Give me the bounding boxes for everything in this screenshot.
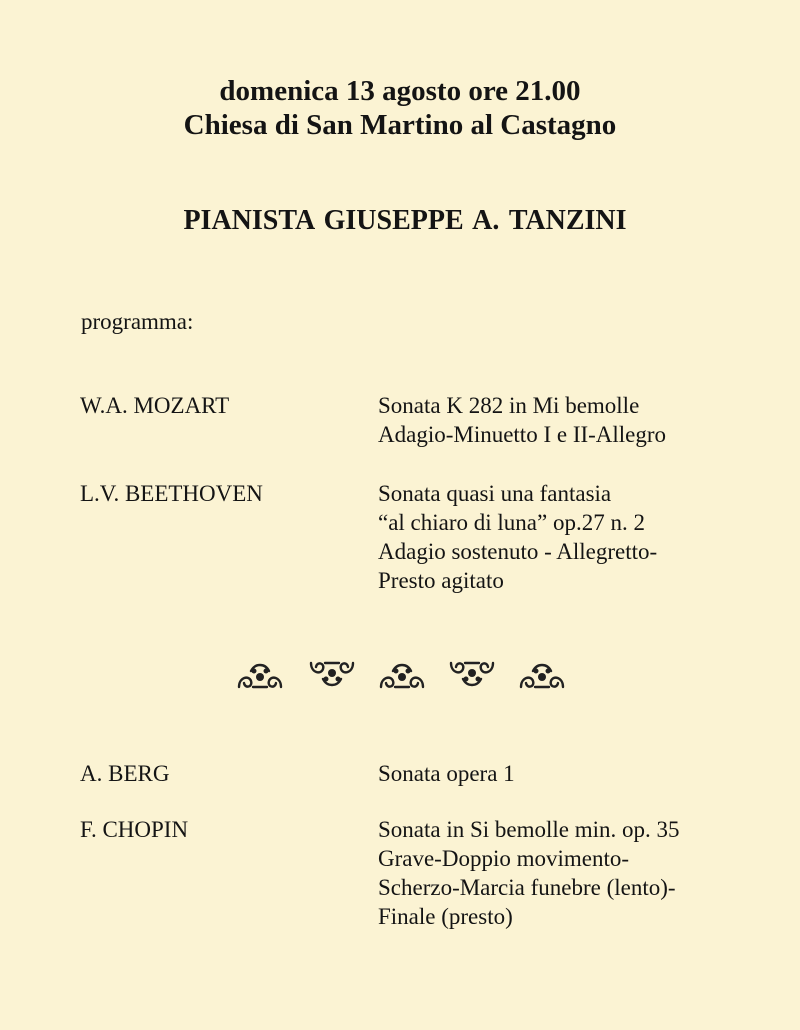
ornament-inverted-icon <box>307 657 357 693</box>
composer-name: F. CHOPIN <box>80 817 189 842</box>
ornament-divider <box>235 657 575 697</box>
work-line: Sonata opera 1 <box>378 761 515 786</box>
work-line: Presto agitato <box>378 568 504 593</box>
work-line: Sonata in Si bemolle min. op. 35 <box>378 817 680 842</box>
work-line: Scherzo-Marcia funebre (lento)- <box>378 875 676 900</box>
ornament-inverted-icon <box>447 657 497 693</box>
composer-name: A. BERG <box>80 761 170 786</box>
work-list <box>378 391 666 449</box>
work-list <box>378 759 515 788</box>
performer-title: PIANISTA GIUSEPPE A. TANZINI <box>183 205 627 236</box>
concert-venue: Chiesa di San Martino al Castagno <box>183 109 617 141</box>
work-line: Grave-Doppio movimento- <box>378 846 630 871</box>
work-line: Adagio sostenuto - Allegretto- <box>378 539 658 564</box>
composer-name: L.V. BEETHOVEN <box>80 481 263 506</box>
work-line: Finale (presto) <box>378 904 513 929</box>
ornament-icon <box>517 657 567 693</box>
work-line: “al chiaro di luna” op.27 n. 2 <box>378 510 645 535</box>
work-list <box>378 815 680 931</box>
work-line: Sonata quasi una fantasia <box>378 481 612 506</box>
concert-date-time: domenica 13 agosto ore 21.00 <box>219 75 581 107</box>
work-line: Adagio-Minuetto I e II-Allegro <box>378 422 667 447</box>
work-line: Sonata K 282 in Mi bemolle <box>378 393 640 418</box>
ornament-icon <box>235 657 285 693</box>
ornament-icon <box>377 657 427 693</box>
composer-name: W.A. MOZART <box>80 393 230 418</box>
work-list <box>378 479 657 595</box>
program-label: programma: <box>81 309 194 334</box>
